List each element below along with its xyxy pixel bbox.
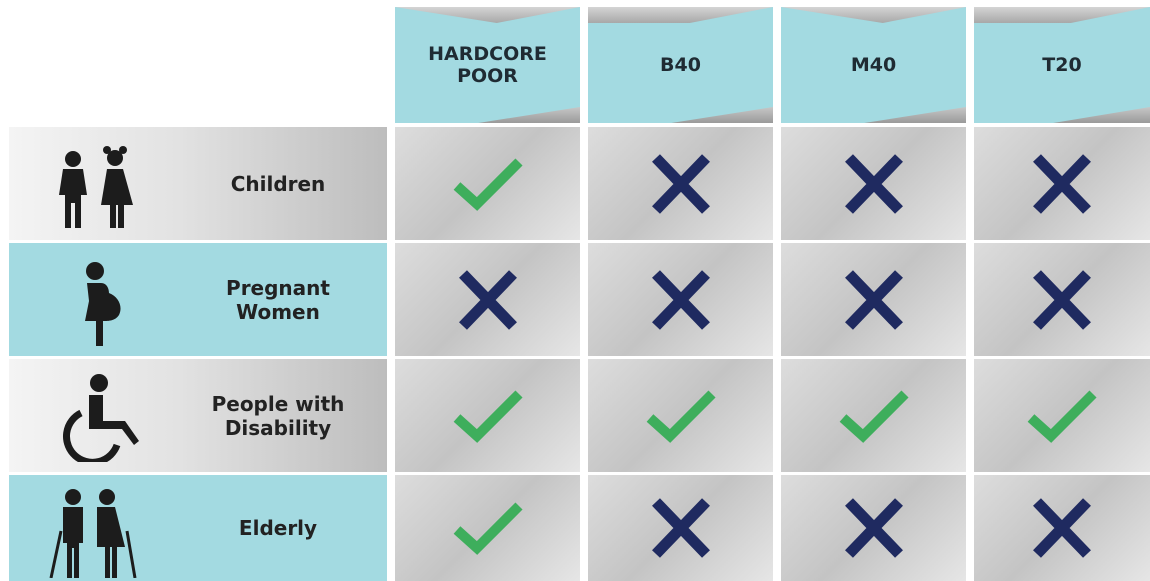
row-label-text: Pregnant Women [226, 275, 330, 324]
wheelchair-icon [39, 369, 149, 462]
check-icon [451, 384, 525, 448]
cross-icon [837, 268, 911, 332]
column-header-hardcore-poor [395, 7, 580, 123]
cell-elderly-hardcore-poor [395, 475, 580, 581]
row-label-text: Children [230, 171, 326, 196]
cross-icon [1025, 496, 1099, 560]
cell-children-m40 [781, 127, 966, 240]
fold-decoration [588, 107, 773, 123]
cell-elderly-t20 [974, 475, 1150, 581]
cross-icon [644, 152, 718, 216]
cell-children-b40 [588, 127, 773, 240]
cell-disability-m40 [781, 359, 966, 472]
cross-icon [644, 268, 718, 332]
fold-decoration [588, 7, 773, 23]
column-header-label: T20 [1042, 54, 1082, 76]
cell-disability-hardcore-poor [395, 359, 580, 472]
column-header-t20 [974, 7, 1150, 123]
column-header-m40 [781, 7, 966, 123]
cell-pregnant-women-b40 [588, 243, 773, 356]
pregnant-woman-icon [39, 253, 149, 346]
cell-children-t20 [974, 127, 1150, 240]
fold-decoration [395, 107, 580, 123]
column-header-label: M40 [850, 54, 897, 76]
column-header-label: B40 [660, 54, 701, 76]
row-label-text: People with Disability [211, 391, 345, 440]
column-header-b40 [588, 7, 773, 123]
column-header-label: HARDCORE POOR [428, 43, 547, 87]
fold-decoration [974, 7, 1150, 23]
row-label-elderly [9, 475, 387, 581]
check-icon [837, 384, 911, 448]
fold-decoration [781, 7, 966, 23]
cross-icon [1025, 152, 1099, 216]
check-icon [451, 496, 525, 560]
cross-icon [837, 152, 911, 216]
fold-decoration [781, 107, 966, 123]
fold-decoration [395, 7, 580, 23]
cell-disability-t20 [974, 359, 1150, 472]
cell-disability-b40 [588, 359, 773, 472]
cross-icon [644, 496, 718, 560]
cell-pregnant-women-hardcore-poor [395, 243, 580, 356]
cross-icon [837, 496, 911, 560]
cross-icon [1025, 268, 1099, 332]
row-label-children [9, 127, 387, 240]
cell-elderly-b40 [588, 475, 773, 581]
check-icon [1025, 384, 1099, 448]
children-icon [39, 137, 149, 230]
elderly-couple-icon [39, 485, 149, 578]
cell-elderly-m40 [781, 475, 966, 581]
cell-pregnant-women-m40 [781, 243, 966, 356]
check-icon [644, 384, 718, 448]
check-icon [451, 152, 525, 216]
cell-children-hardcore-poor [395, 127, 580, 240]
cross-icon [451, 268, 525, 332]
cell-pregnant-women-t20 [974, 243, 1150, 356]
row-label-people-with-disability [9, 359, 387, 472]
fold-decoration [974, 107, 1150, 123]
row-label-pregnant-women [9, 243, 387, 356]
row-label-text: Elderly [238, 516, 318, 540]
